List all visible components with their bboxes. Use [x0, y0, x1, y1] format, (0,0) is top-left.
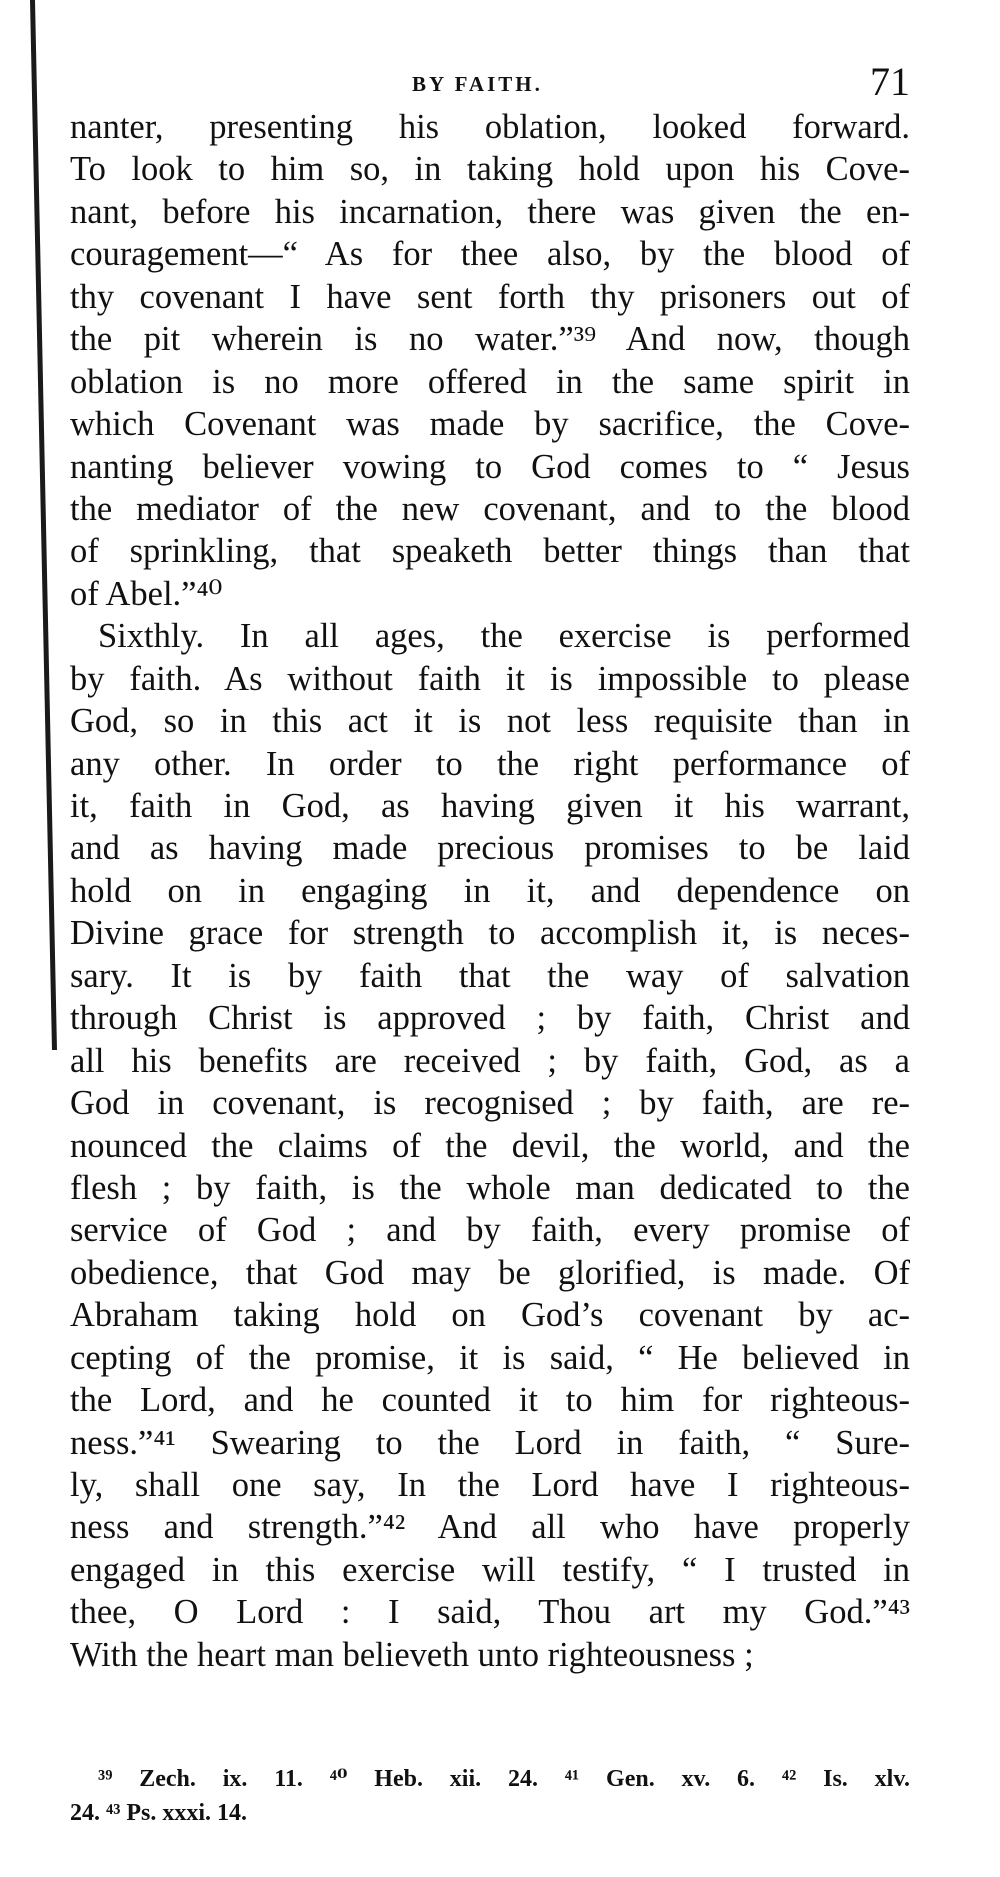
- text-line: God in covenant, is recognised ; by faith, are re-: [70, 1084, 910, 1123]
- text-line: nant, before his incarnation, there was given the en-: [70, 192, 910, 231]
- text-line: engaged in this exercise will testify, “ I trusted in: [70, 1550, 910, 1589]
- running-title: BY FAITH.: [412, 72, 543, 96]
- text-line: flesh ; by faith, is the whole man dedicated to the: [70, 1168, 910, 1207]
- text-line: cepting of the promise, it is said, “ He believed in: [70, 1338, 910, 1377]
- text-line: thy covenant I have sent forth thy prisoners out of: [70, 277, 910, 316]
- text-line: God, so in this act it is not less requisite than in: [70, 702, 910, 741]
- text-line: ness and strength.”⁴² And all who have properly: [70, 1508, 910, 1547]
- footnote-line: ³⁹ Zech. ix. 11. ⁴⁰ Heb. xii. 24. ⁴¹ Gen. xv. 6. ⁴² Is. xlv.: [98, 1766, 910, 1792]
- text-line: ness.”⁴¹ Swearing to the Lord in faith, “ Sure-: [70, 1423, 910, 1462]
- text-line: nounced the claims of the devil, the world, and the: [70, 1126, 910, 1165]
- text-line: nanting believer vowing to God comes to “ Jesus: [70, 447, 910, 486]
- text-line: hold on in engaging in it, and dependence on: [70, 871, 910, 910]
- text-line: thee, O Lord : I said, Thou art my God.”⁴³: [70, 1593, 910, 1632]
- text-line: With the heart man believeth unto righteousness ;: [70, 1635, 754, 1674]
- paragraph-end-line: of Abel.”⁴⁰: [70, 574, 223, 613]
- page-number: 71: [870, 59, 910, 104]
- text-line: by faith. As without faith it is impossible to please: [70, 659, 910, 698]
- text-line: sary. It is by faith that the way of salvation: [70, 956, 910, 995]
- text-line: all his benefits are received ; by faith, God, as a: [70, 1041, 910, 1080]
- text-line: through Christ is approved ; by faith, Christ and: [70, 999, 910, 1038]
- text-line: service of God ; and by faith, every promise of: [70, 1211, 910, 1250]
- text-line: of sprinkling, that speaketh better things than that: [70, 532, 910, 571]
- text-line: To look to him so, in taking hold upon his Cove-: [70, 150, 910, 189]
- running-header: [70, 58, 910, 108]
- text-line: the mediator of the new covenant, and to the blood: [70, 489, 910, 528]
- text-line: oblation is no more offered in the same spirit in: [70, 362, 910, 401]
- text-line: and as having made precious promises to be laid: [70, 829, 910, 868]
- paragraph-start-line: Sixthly. In all ages, the exercise is performed: [98, 617, 910, 656]
- body-text: [70, 106, 910, 1676]
- text-line: any other. In order to the right performance of: [70, 744, 910, 783]
- text-line: it, faith in God, as having given it his warrant,: [70, 787, 910, 825]
- footnote-line: 24. ⁴³ Ps. xxxi. 14.: [70, 1800, 248, 1826]
- text-line: obedience, that God may be glorified, is made. Of: [70, 1253, 910, 1292]
- text-line: which Covenant was made by sacrifice, the Cove-: [70, 405, 910, 444]
- text-line: the pit wherein is no water.”³⁹ And now, though: [70, 320, 910, 359]
- page-edge-shadow: [30, 0, 57, 1050]
- text-line: the Lord, and he counted it to him for righteous-: [70, 1381, 910, 1420]
- text-line: nanter, presenting his oblation, looked forward.: [70, 108, 910, 146]
- text-line: ly, shall one say, In the Lord have I righteous-: [70, 1466, 910, 1504]
- text-line: couragement—“ As for thee also, by the blood of: [70, 235, 910, 274]
- footnotes: [70, 1762, 910, 1830]
- text-line: Divine grace for strength to accomplish it, is neces-: [70, 914, 910, 953]
- text-line: Abraham taking hold on God’s covenant by ac-: [70, 1296, 910, 1335]
